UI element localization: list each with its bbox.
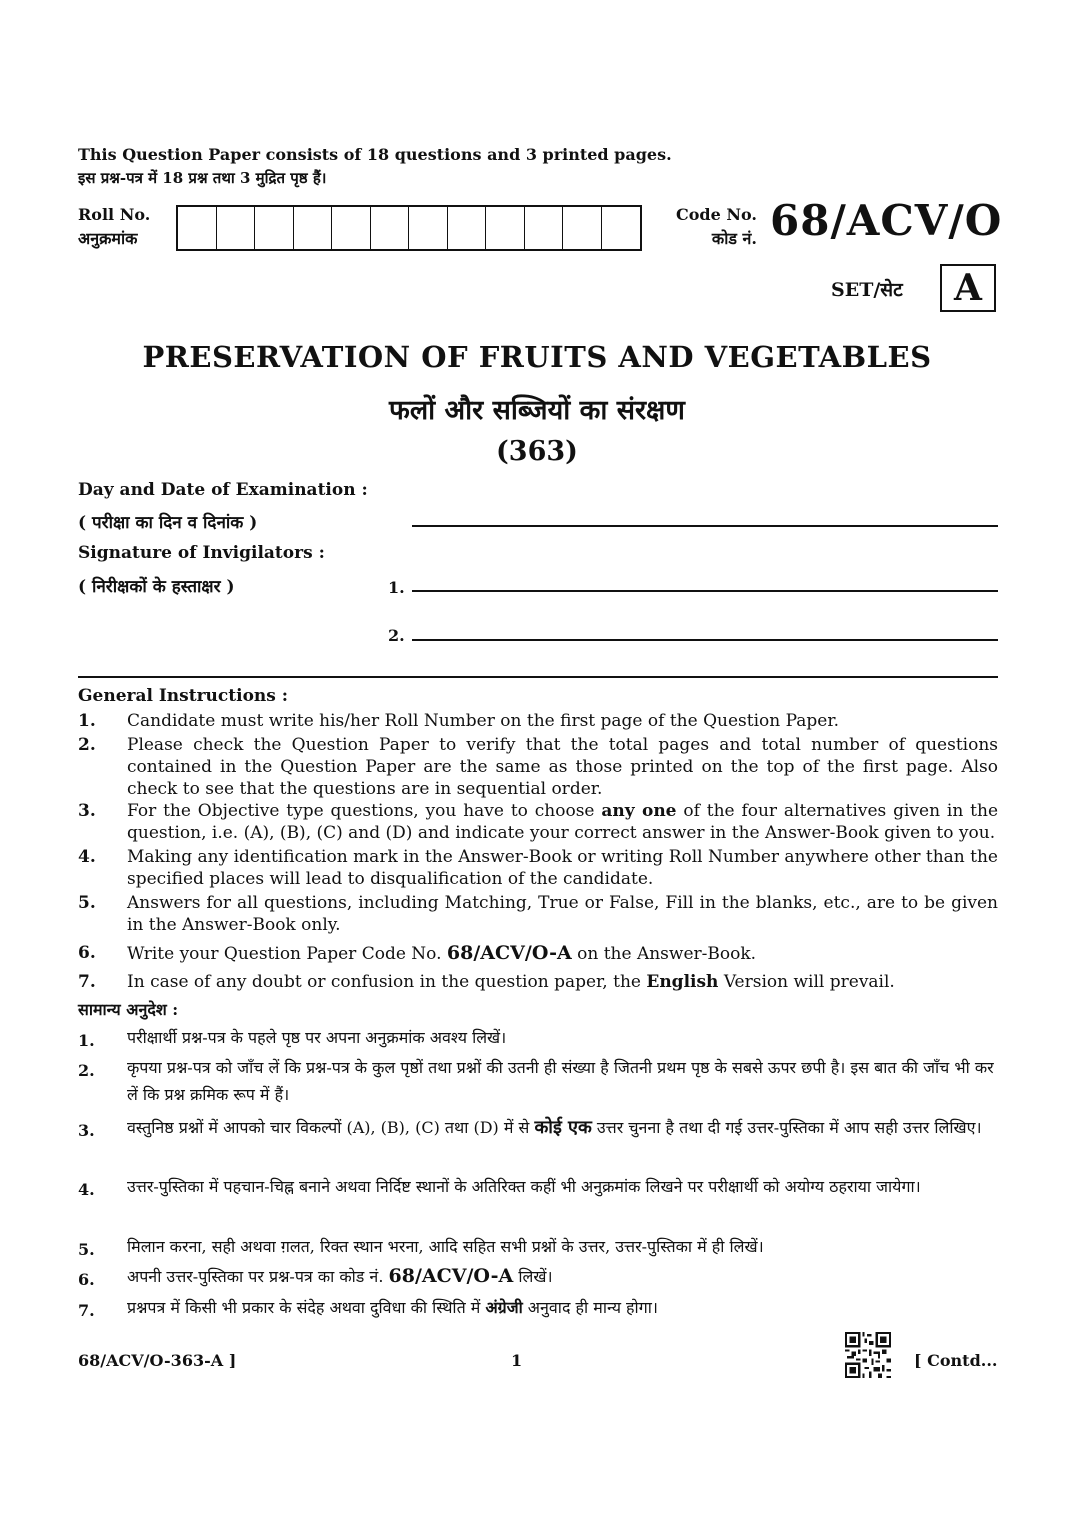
instruction-emphasis: English xyxy=(646,972,719,992)
hindi-instruction-item xyxy=(78,1054,998,1108)
instruction-emphasis: अंग्रेजी xyxy=(485,1298,523,1317)
instruction-text-part: Write your Question Paper Code No. xyxy=(127,944,447,964)
instruction-emphasis: 68/ACV/O-A xyxy=(388,1265,514,1287)
signature-1-field[interactable] xyxy=(412,590,998,592)
instruction-emphasis: any one xyxy=(601,801,677,821)
page-number: 1 xyxy=(511,1351,523,1370)
invigilator-signature-label-hi: ( निरीक्षकों के हस्ताक्षर ) xyxy=(78,577,235,597)
paper-code: 68/ACV/O xyxy=(770,196,1003,245)
general-instructions-heading: General Instructions : xyxy=(78,686,289,706)
roll-digit-box[interactable] xyxy=(563,207,602,249)
instruction-number: 4. xyxy=(78,1180,95,1199)
instruction-number: 6. xyxy=(78,943,96,963)
instruction-text-part: अनुवाद ही मान्य होगा। xyxy=(522,1298,658,1317)
roll-number-label xyxy=(78,203,150,251)
hindi-instruction-item xyxy=(78,1294,998,1321)
qr-code-icon xyxy=(845,1332,891,1378)
roll-number-boxes[interactable] xyxy=(176,205,642,251)
roll-digit-box[interactable] xyxy=(294,207,333,249)
subject-code: (363) xyxy=(496,436,578,467)
instruction-text-part: अपनी उत्तर-पुस्तिका पर प्रश्न-पत्र का कोड नं. xyxy=(127,1267,389,1286)
instruction-text xyxy=(127,971,998,993)
instruction-text xyxy=(127,800,998,844)
hindi-instruction-item xyxy=(78,1114,998,1141)
continued-note: [ Contd... xyxy=(914,1351,998,1370)
roll-label-en: Roll No. xyxy=(78,205,151,224)
instruction-number: 2. xyxy=(78,735,96,755)
hindi-instruction-item xyxy=(78,1024,998,1051)
instruction-number: 4. xyxy=(78,847,96,867)
instruction-number: 1. xyxy=(78,711,96,731)
instruction-text xyxy=(127,942,998,965)
instruction-emphasis: कोई एक xyxy=(534,1117,592,1138)
roll-digit-box[interactable] xyxy=(332,207,371,249)
instruction-text: कृपया प्रश्न-पत्र को जाँच लें कि प्रश्न-पत्र के कुल पृष्ठों तथा प्रश्नों की उतनी ही संख्या है जितनी प्रथम पृष्ठ के सबसे ऊपर छपी है। इस बात की जाँच भी कर लें कि प्रश्न क्रमिक रूप में हैं। xyxy=(127,1058,994,1104)
instruction-number: 7. xyxy=(78,972,96,992)
roll-digit-box[interactable] xyxy=(525,207,564,249)
instruction-text-part: In case of any doubt or confusion in the question paper, the xyxy=(127,972,647,992)
roll-label-hi: अनुक्रमांक xyxy=(78,229,138,248)
signature-2-field[interactable] xyxy=(412,639,998,641)
instruction-item xyxy=(78,846,998,890)
instruction-number: 5. xyxy=(78,893,96,913)
instruction-text-part: वस्तुनिष्ठ प्रश्नों में आपको चार विकल्पों (A), (B), (C) तथा (D) में से xyxy=(127,1118,535,1137)
instruction-item xyxy=(78,800,998,844)
instruction-text: Candidate must write his/her Roll Number on the first page of the Question Paper. xyxy=(127,711,840,731)
signature-2-number: 2. xyxy=(388,626,405,645)
subject-title-hi: फलों और सब्जियों का संरक्षण xyxy=(389,395,685,426)
code-label-hi: कोड नं. xyxy=(711,229,757,248)
exam-date-field[interactable] xyxy=(412,525,998,527)
roll-digit-box[interactable] xyxy=(448,207,487,249)
instruction-text-part: प्रश्नपत्र में किसी भी प्रकार के संदेह अथवा दुविधा की स्थिति में xyxy=(127,1298,486,1317)
instruction-item xyxy=(78,892,998,936)
instruction-text xyxy=(127,1114,998,1141)
hindi-instruction-item xyxy=(78,1173,998,1200)
instruction-text xyxy=(127,1294,998,1321)
hindi-instruction-item xyxy=(78,1263,998,1290)
instruction-text-part: Version will prevail. xyxy=(718,972,895,992)
roll-digit-box[interactable] xyxy=(409,207,448,249)
roll-digit-box[interactable] xyxy=(371,207,410,249)
instruction-text-part: on the Answer-Book. xyxy=(571,944,757,964)
roll-digit-box[interactable] xyxy=(486,207,525,249)
instruction-number: 1. xyxy=(78,1031,95,1050)
instruction-text: Answers for all questions, including Matching, True or False, Fill in the blanks, etc., are to be given in the Answer-Book only. xyxy=(127,893,998,935)
instruction-item xyxy=(78,942,998,965)
hindi-instruction-item xyxy=(78,1233,998,1260)
instruction-item xyxy=(78,971,998,993)
code-number-label xyxy=(676,203,757,251)
instruction-text: Please check the Question Paper to verify that the total pages and total number of questions contained in the Question Paper are the same as those printed on the top of the first page. Also check to see that the questions are in sequential order. xyxy=(127,735,998,799)
code-label-en: Code No. xyxy=(676,205,757,224)
footer-paper-code: 68/ACV/O-363-A ] xyxy=(78,1351,237,1370)
roll-digit-box[interactable] xyxy=(217,207,256,249)
instruction-item xyxy=(78,710,998,732)
page-count-note-en: This Question Paper consists of 18 questions and 3 printed pages. xyxy=(78,145,672,164)
instruction-text: उत्तर-पुस्तिका में पहचान-चिह्न बनाने अथवा निर्दिष्ट स्थानों के अतिरिक्त कहीं भी अनुक्रमांक लिखने पर परीक्षार्थी को अयोग्य ठहराया जायेगा। xyxy=(127,1177,921,1196)
instruction-number: 5. xyxy=(78,1240,95,1259)
instruction-number: 2. xyxy=(78,1061,95,1080)
set-label: SET/सेट xyxy=(831,279,903,301)
instruction-emphasis: 68/ACV/O-A xyxy=(446,942,572,964)
roll-digit-box[interactable] xyxy=(178,207,217,249)
exam-date-label-hi: ( परीक्षा का दिन व दिनांक ) xyxy=(78,513,258,533)
instruction-text-part: For the Objective type questions, you have to choose xyxy=(127,801,602,821)
roll-digit-box[interactable] xyxy=(255,207,294,249)
instruction-number: 7. xyxy=(78,1301,95,1320)
hindi-instructions-heading: सामान्य अनुदेश : xyxy=(78,1000,179,1019)
subject-title-en: PRESERVATION OF FRUITS AND VEGETABLES xyxy=(142,340,932,374)
instruction-text-part: उत्तर चुनना है तथा दी गई उत्तर-पुस्तिका में आप सही उत्तर लिखिए। xyxy=(591,1118,982,1137)
section-divider xyxy=(78,676,998,678)
instruction-number: 3. xyxy=(78,801,96,821)
instruction-item xyxy=(78,734,998,800)
instruction-number: 6. xyxy=(78,1270,95,1289)
invigilator-signature-label-en: Signature of Invigilators : xyxy=(78,543,325,563)
instruction-text-part: लिखें। xyxy=(513,1267,553,1286)
set-letter-box: A xyxy=(940,264,996,312)
instruction-text: Making any identification mark in the Answer-Book or writing Roll Number anywhere other than the specified places will lead to disqualification of the candidate. xyxy=(127,847,998,889)
exam-date-label-en: Day and Date of Examination : xyxy=(78,480,368,500)
signature-1-number: 1. xyxy=(388,578,405,597)
roll-digit-box[interactable] xyxy=(602,207,641,249)
instruction-number: 3. xyxy=(78,1121,95,1140)
instruction-text xyxy=(127,1263,998,1290)
instruction-text: परीक्षार्थी प्रश्न-पत्र के पहले पृष्ठ पर अपना अनुक्रमांक अवश्य लिखें। xyxy=(127,1028,507,1047)
instruction-text-part: of the four alternatives given in the question, i.e. (A), (B), (C) and (D) and indicate your correct answer in the Answer-Book given to you. xyxy=(127,801,998,843)
page-count-note-hi: इस प्रश्न-पत्र में 18 प्रश्न तथा 3 मुद्रित पृष्ठ हैं। xyxy=(78,169,327,187)
instruction-text: मिलान करना, सही अथवा ग़लत, रिक्त स्थान भरना, आदि सहित सभी प्रश्नों के उत्तर, उत्तर-पुस्तिका में ही लिखें। xyxy=(127,1237,764,1256)
